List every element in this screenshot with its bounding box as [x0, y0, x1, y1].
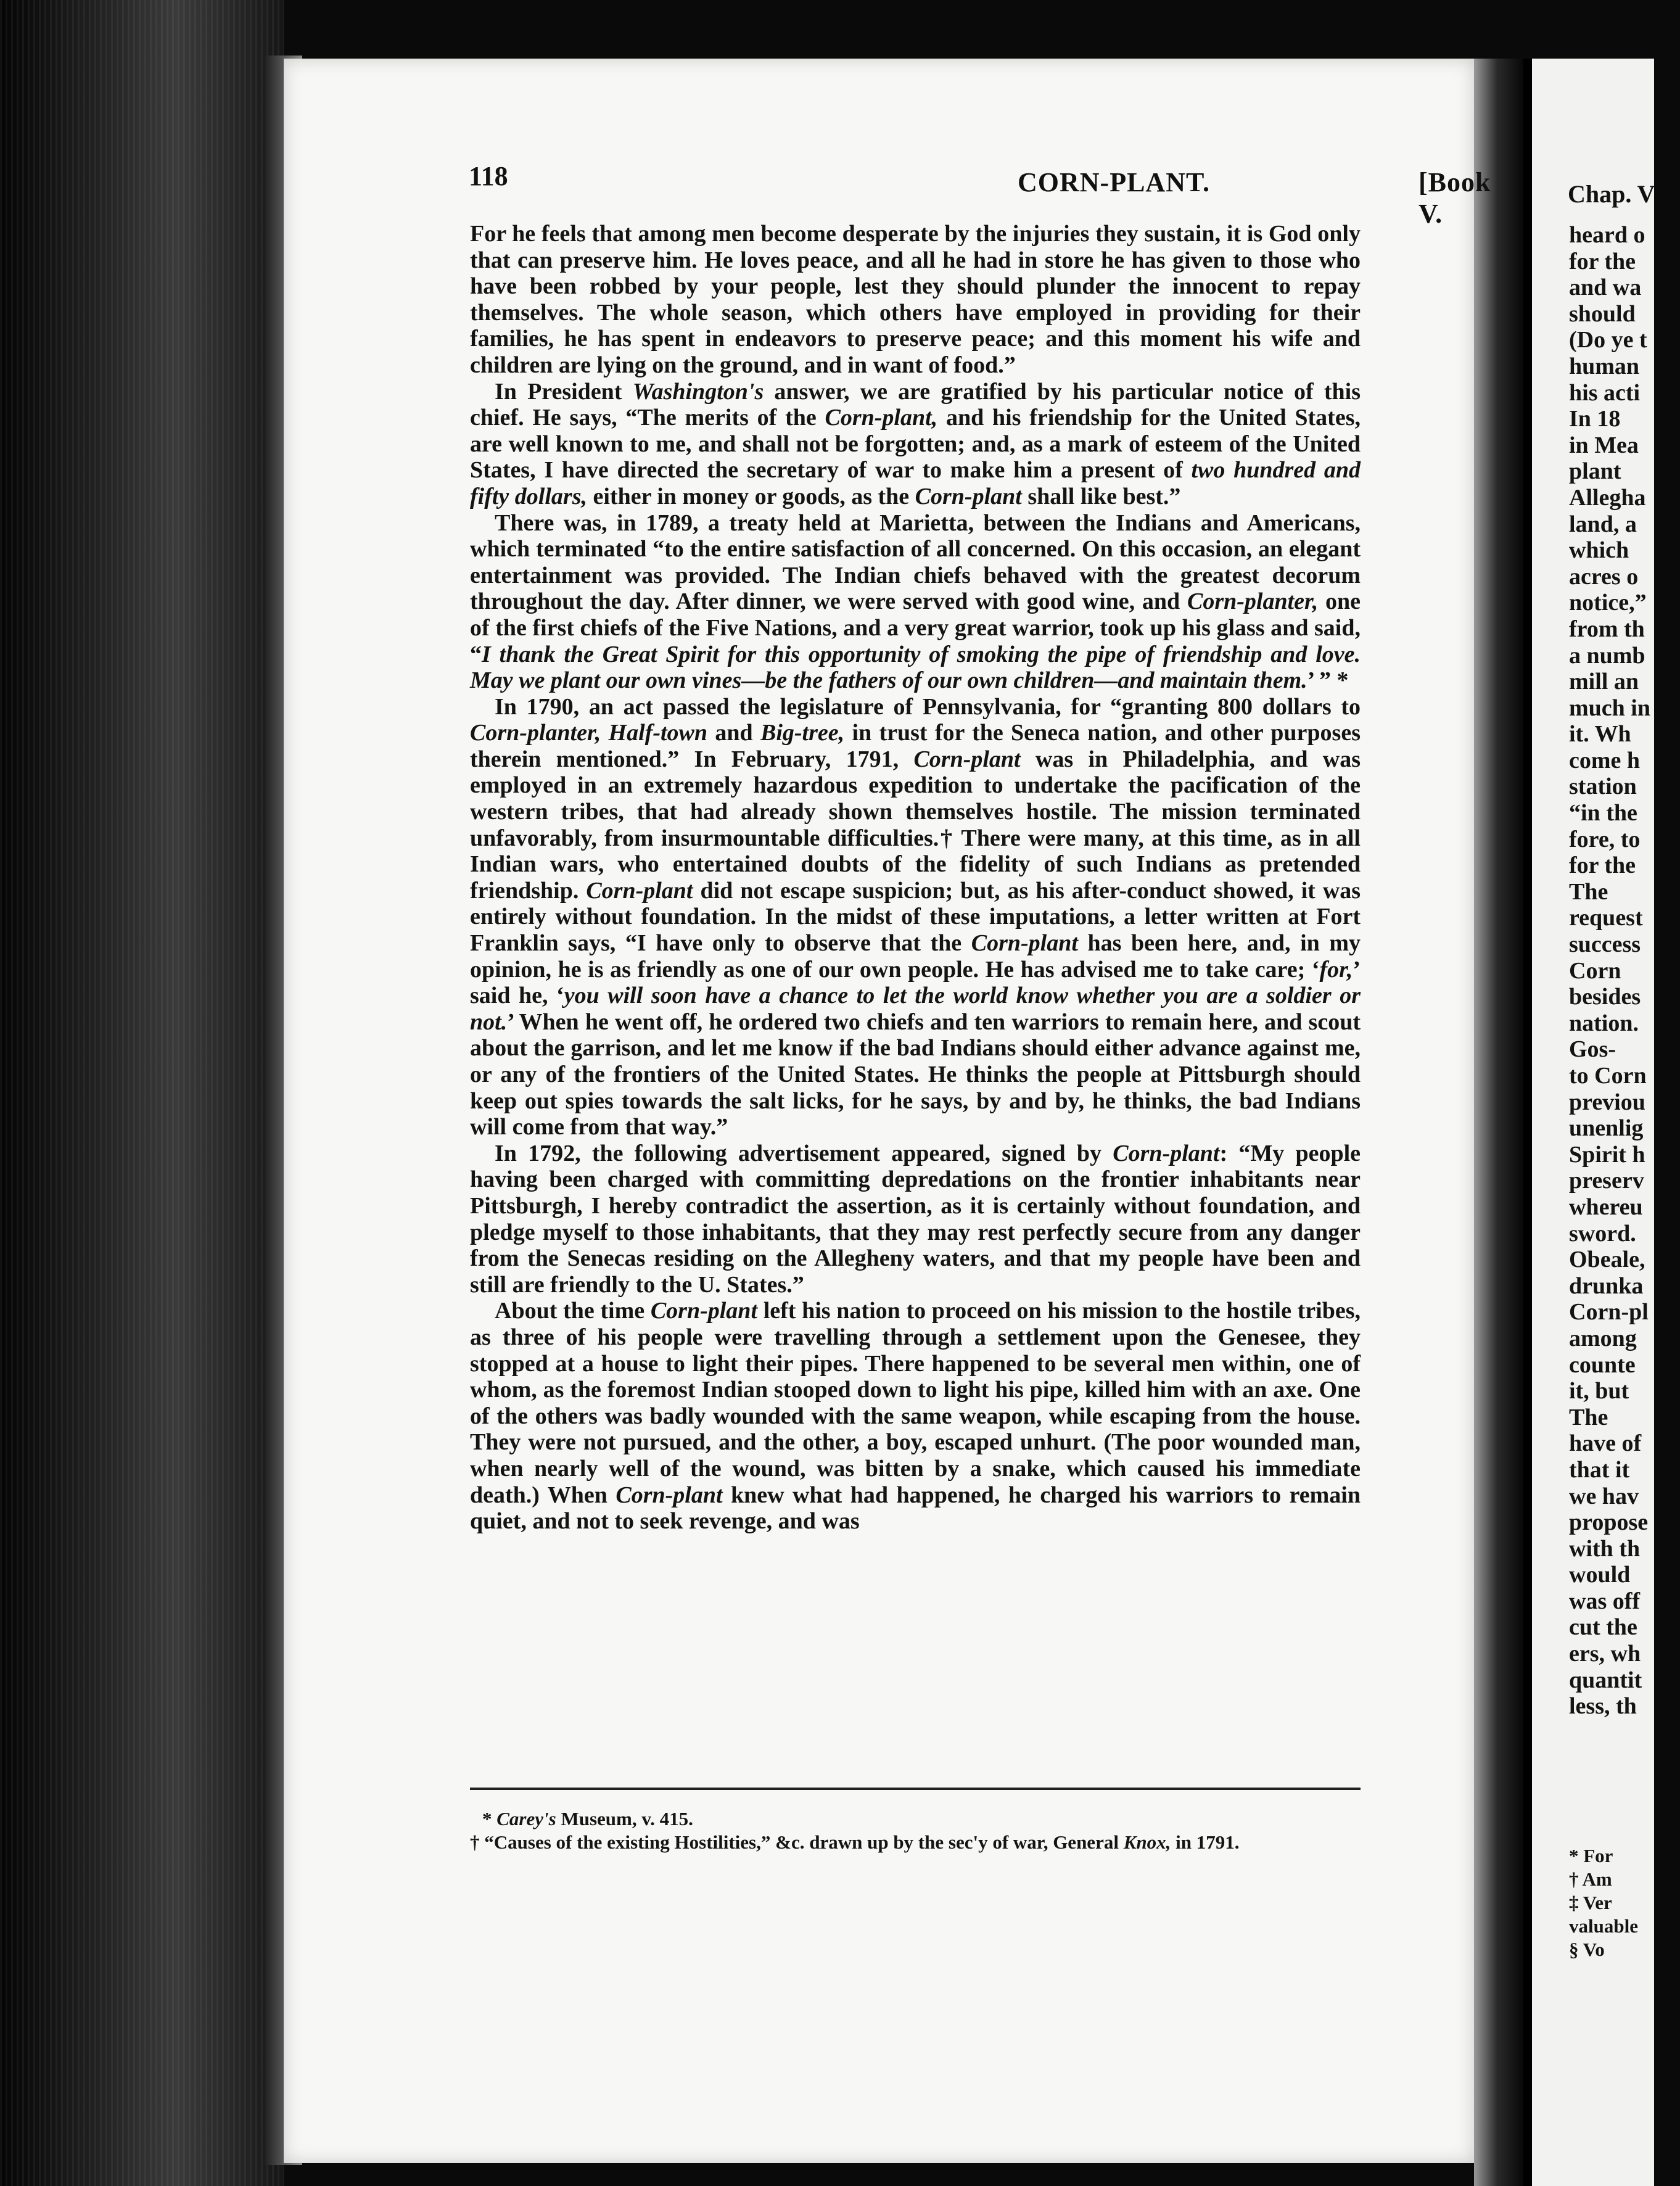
facing-page-line: it. Wh — [1569, 721, 1631, 748]
italic-text: you will soon have a chance to let the world know whether you are a soldier or not. — [470, 983, 1361, 1035]
text-run: one of the first chiefs of the Five Nations, and a very great warrior, took up his glass and said, “ — [470, 588, 1361, 667]
facing-page-line: have of — [1569, 1430, 1642, 1457]
facing-page-footnote-line: † Am — [1569, 1868, 1612, 1890]
italic-text: Corn-plant — [586, 877, 693, 904]
italic-text: Corn-plant — [650, 1298, 757, 1324]
facing-page-line: Gos- — [1569, 1036, 1616, 1063]
text-run: In President — [495, 378, 633, 405]
paragraph — [470, 1140, 1361, 1298]
text-run: shall like best.” — [1021, 483, 1181, 509]
italic-text: Corn-plant — [616, 1482, 723, 1508]
facing-page-footnotes — [1569, 1844, 1680, 1961]
facing-page-fragment — [1523, 59, 1654, 2186]
paragraph — [470, 510, 1361, 694]
text-run: ’ said he, ‘ — [470, 956, 1361, 1009]
facing-page-line: would — [1569, 1562, 1631, 1588]
facing-page-line: much in — [1569, 695, 1650, 721]
facing-page-line: that it — [1569, 1456, 1630, 1483]
facing-page-line: we hav — [1569, 1483, 1639, 1509]
facing-page-line: Allegha — [1569, 484, 1646, 511]
facing-page-line: besides — [1569, 984, 1641, 1010]
facing-page-line: notice,” — [1569, 590, 1647, 616]
text-run: In 1792, the following advertisement appeared, signed by — [495, 1140, 1113, 1166]
text-run: and his friendship for the United States, are well known to me, and shall not be forgotten; and, as a mark of esteem of the United States, I have directed the secretary of war to make him a present of — [470, 405, 1361, 484]
facing-page-line: in Mea — [1569, 432, 1639, 458]
facing-page-line: mill an — [1569, 669, 1639, 695]
facing-page-line: come h — [1569, 747, 1641, 773]
running-title: CORN-PLANT. — [1018, 167, 1211, 197]
book-binding-edge — [0, 0, 284, 2186]
footnote-rule — [470, 1788, 1361, 1790]
italic-text: Corn-planter, — [1187, 588, 1319, 615]
text-run: For he feels that among men become desperate by the injuries they sustain, it is God only that can preserve him. He loves peace, and all he had in store he has given to those who have been robbed by your people, lest they should plunder the innocent to repay themselves. The whole season, which others have employed in providing for their families, he has spent in endeavors to preserve peace; and this moment his wife and children are lying on the ground, and in want of food.” — [470, 221, 1361, 378]
facing-page-line: acres o — [1569, 563, 1639, 590]
facing-page-line: In 18 — [1569, 406, 1621, 432]
facing-page-line: unenlig — [1569, 1115, 1644, 1142]
text-run: was in Philadelphia, and was employed in an extremely hazardous expedition to undertake the pacification of the western tribes, that had already shown themselves hostile. The mission terminated unfavorably, from insurmountable difficulties.† There were many, at this time, as in all Indian wars, who entertained doubts of the fidelity of such Indians as pretended friendship. — [470, 746, 1361, 904]
facing-page-line: propose — [1569, 1509, 1649, 1536]
paragraph — [470, 379, 1361, 510]
facing-page-line: heard o — [1569, 222, 1645, 248]
text-run: In 1790, an act passed the legislature of Pennsylvania, for “granting 800 dollars to — [495, 693, 1361, 720]
facing-page-line: quantit — [1569, 1667, 1642, 1693]
italic-text: Corn-plant — [1113, 1140, 1220, 1166]
running-head — [185, 160, 1491, 229]
facing-page-line: and wa — [1569, 274, 1642, 301]
italic-text: Corn-planter, Half-town — [470, 720, 708, 746]
facing-page-line: should — [1569, 300, 1636, 327]
facing-page-line: drunka — [1569, 1272, 1644, 1299]
facing-page-footnote-line: * For — [1569, 1845, 1613, 1866]
paragraph — [470, 1298, 1361, 1534]
facing-page-line: The — [1569, 878, 1608, 905]
facing-page-line: station — [1569, 773, 1637, 800]
footnotes — [470, 1807, 1361, 1854]
italic-text: Corn-plant — [913, 746, 1021, 772]
text-run: : “My people having been charged with committing depredations on the frontier inhabitants near Pittsburgh, I hereby contradict the assertion, as it is certainly without foundation, and pledge myself to those inhabitants, that they may rest perfectly secure from any danger from the Senecas residing on the Allegheny waters, and that my people have been and still are friendly to the U. States.” — [470, 1140, 1361, 1298]
facing-page-line: among — [1569, 1325, 1637, 1351]
facing-page-line: his acti — [1569, 379, 1641, 406]
facing-page-line: was off — [1569, 1588, 1641, 1614]
facing-page-text — [1569, 222, 1680, 1720]
facing-page-line: fore, to — [1569, 826, 1641, 852]
facing-page-line: Corn — [1569, 957, 1621, 984]
facing-page-line: human — [1569, 353, 1640, 379]
text-run: * — [482, 1808, 497, 1829]
facing-page-line: land, a — [1569, 511, 1637, 537]
text-run: has been here, and, in my opinion, he is as friendly as one of our own people. He has advised me to take care; ‘ — [470, 930, 1361, 983]
facing-page-line: previou — [1569, 1089, 1645, 1115]
book-label: [Book V. — [1419, 167, 1491, 229]
facing-page-footnote-line: ‡ Ver — [1569, 1892, 1612, 1913]
facing-page-line: ers, wh — [1569, 1641, 1641, 1667]
paragraph — [470, 694, 1361, 1140]
page-number: 118 — [469, 161, 508, 191]
text-run: either in money or goods, as the — [587, 483, 915, 509]
text-run: About the time — [495, 1298, 651, 1324]
facing-page-line: from th — [1569, 616, 1645, 642]
facing-page-line: for the — [1569, 852, 1636, 879]
facing-page-line: “in the — [1569, 800, 1637, 827]
facing-page-line: a numb — [1569, 642, 1645, 669]
text-run: knew what had happened, he charged his warriors to remain quiet, and not to seek revenge, and was — [470, 1482, 1361, 1535]
facing-page-footnote-line: § Vo — [1569, 1939, 1605, 1960]
text-run: † “Causes of the existing Hostilities,” &c. drawn up by the sec'y of war, General — [470, 1831, 1124, 1853]
italic-text: Corn-plant — [971, 930, 1078, 957]
facing-page-line: with th — [1569, 1535, 1641, 1562]
text-run: Museum, v. 415. — [556, 1808, 693, 1829]
footnote — [470, 1807, 1361, 1831]
facing-page-line: counte — [1569, 1351, 1636, 1378]
facing-page-line: success — [1569, 931, 1641, 958]
italic-text: I thank the Great Spirit for this opportunity of smoking the pipe of friendship and love. May we plant our own vines—be the fathers of our own children—and maintain them. — [470, 641, 1361, 694]
facing-page-line: The — [1569, 1404, 1608, 1430]
facing-page-line: cut the — [1569, 1614, 1637, 1641]
facing-page-line: for the — [1569, 248, 1636, 274]
facing-page-line: (Do ye t — [1569, 327, 1647, 353]
facing-page-line: preserv — [1569, 1168, 1644, 1194]
facing-page-line: Corn-pl — [1569, 1299, 1649, 1326]
italic-text: Carey's — [496, 1808, 556, 1829]
text-run: answer, we are gratified by his particular notice of this chief. He says, “The merits of the — [470, 378, 1361, 431]
body-text — [470, 221, 1361, 1535]
text-run: did not escape suspicion; but, as his after-conduct showed, it was entirely without foundation. In the midst of these imputations, a letter written at Fort Franklin says, “I have only to observe that the — [470, 877, 1361, 957]
facing-page-line: Spirit h — [1569, 1141, 1645, 1168]
italic-text: Knox, — [1123, 1831, 1171, 1853]
italic-text: Big-tree, — [760, 720, 845, 746]
italic-text: Washington's — [632, 378, 764, 405]
text-run: and — [707, 720, 760, 746]
text-run: left his nation to proceed on his mission to the hostile tribes, as three of his people were travelling through a settlement upon the Genesee, they stopped at a house to light their pipes. There happened to be several men within, one of whom, as the foremost Indian stooped down to light his pipe, killed him with an axe. One of the others was badly wounded with the same weapon, while escaping from the house. They were not pursued, and the other, a boy, escaped unhurt. (The poor wounded man, when nearly well of the wound, was bitten by a snake, which caused his immediate death.) When — [470, 1298, 1361, 1508]
italic-text: two hundred and fifty dollars, — [470, 457, 1361, 509]
facing-page-line: plant — [1569, 458, 1621, 485]
facing-page-line: which — [1569, 537, 1629, 564]
text-run: in 1791. — [1171, 1831, 1240, 1853]
facing-page-footnote-line: valuable — [1569, 1915, 1638, 1937]
facing-page-line: Obeale, — [1569, 1247, 1645, 1273]
text-run: in trust for the Seneca nation, and other purposes therein mentioned.” In February, 1791, — [470, 720, 1361, 772]
facing-page-line: sword. — [1569, 1220, 1636, 1247]
facing-page-head: Chap. V — [1568, 180, 1655, 208]
facing-page-line: whereu — [1569, 1194, 1643, 1220]
italic-text: Corn-plant — [915, 483, 1022, 509]
facing-page-line: less, th — [1569, 1693, 1637, 1720]
facing-page-line: nation. — [1569, 1010, 1639, 1036]
paragraph — [470, 221, 1361, 379]
text-run: ’ When he went off, he ordered two chiefs and ten warriors to remain here, and scout about the garrison, and let me know if the bad Indians should either advance against me, or any of the frontiers of the United States. He thinks the people at Pittsburgh should keep out spies towards the salt licks, for he says, by and by, he thinks, the bad Indians will come from that way.” — [470, 1008, 1361, 1140]
facing-page-line: it, but — [1569, 1378, 1629, 1404]
italic-text: for, — [1319, 956, 1353, 983]
text-run: ’ ” * — [1307, 667, 1349, 694]
facing-page-line: request — [1569, 905, 1643, 931]
italic-text: Corn-plant, — [825, 405, 938, 431]
facing-page-line: to Corn — [1569, 1063, 1647, 1089]
footnote — [470, 1831, 1361, 1854]
text-run: There was, in 1789, a treaty held at Marietta, between the Indians and Americans, which terminated “to the entire satisfaction of all concerned. On this occasion, an elegant entertainment was provided. The Indian chiefs behaved with the greatest decorum throughout the day. After dinner, we were served with good wine, and — [470, 509, 1361, 615]
